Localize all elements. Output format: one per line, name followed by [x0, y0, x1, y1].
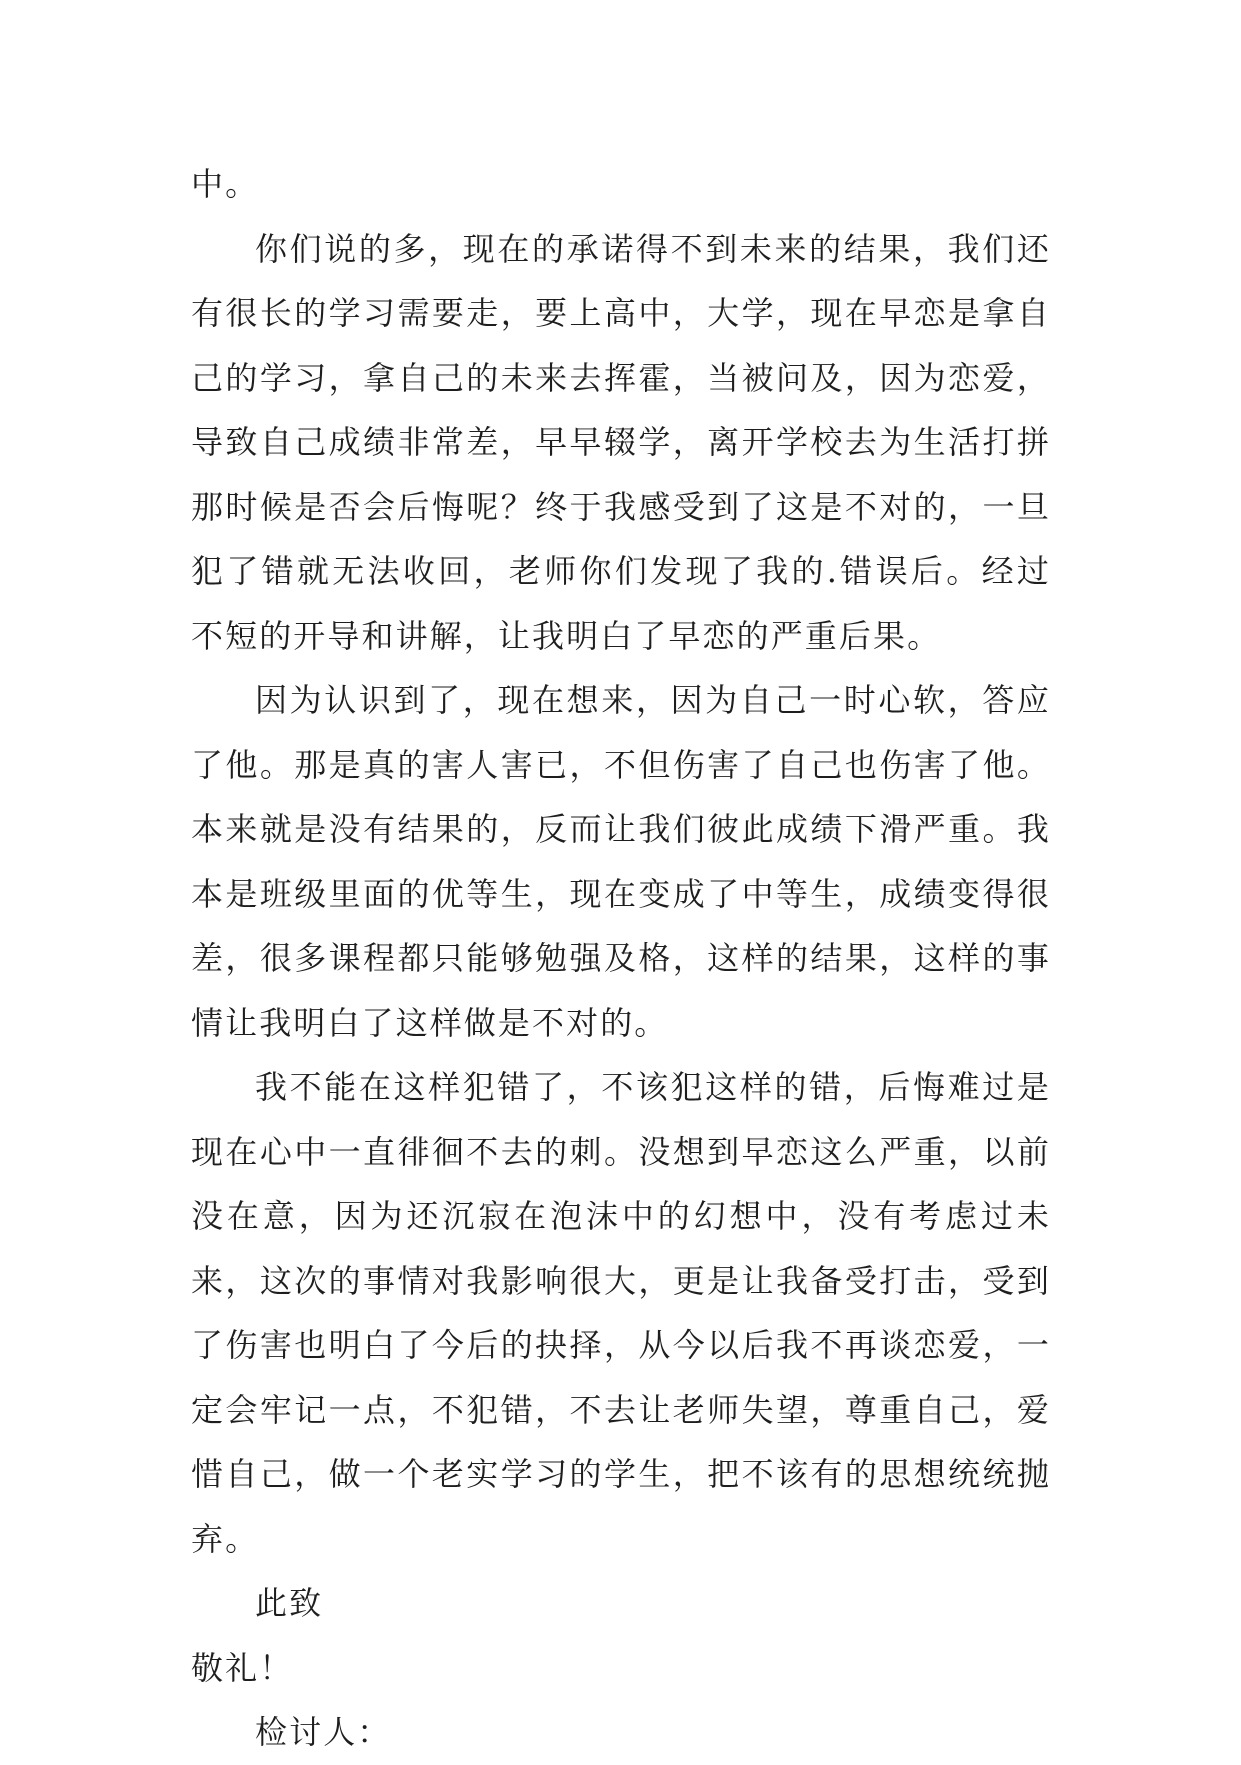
signature-label: 检讨人：: [255, 1713, 392, 1751]
closing-respect: 敬礼！: [191, 1648, 294, 1687]
closing-salutation: 此致: [255, 1584, 324, 1622]
paragraph-continuation: 中。: [191, 165, 260, 203]
paragraph-realization: 因为认识到了，现在想来，因为自己一时心软，答应了他。那是真的害人害已，不但伤害了自己也伤害了他。本来就是没有结果的，反而让我们彼此成绩下滑严重。我本是班级里面的优等生，现在变成了中等生，成绩变得很差，很多课程都只能够勉强及格，这样的结果，这样的事情让我明白了这样做是不对的。: [191, 681, 1051, 1042]
paragraph-resolution: 我不能在这样犯错了，不该犯这样的错，后悔难过是现在心中一直徘徊不去的刺。没想到早恋这么严重，以前没在意，因为还沉寂在泡沫中的幻想中，没有考虑过未来，这次的事情对我影响很大，更是让我备受打击，受到了伤害也明白了今后的抉择，从今以后我不再谈恋爱，一定会牢记一点，不犯错，不去让老师失望，尊重自己，爱惜自己，做一个老实学习的学生，把不该有的思想统统抛弃。: [191, 1068, 1051, 1558]
paragraph-promise: 你们说的多，现在的承诺得不到未来的结果，我们还有很长的学习需要走，要上高中，大学，现在早恋是拿自己的学习，拿自己的未来去挥霍，当被问及，因为恋爱，导致自己成绩非常差，早早辍学，离开学校去为生活打拼那时候是否会后悔呢？终于我感受到了这是不对的，一旦犯了错就无法收回，老师你们发现了我的.错误后。经过不短的开导和讲解，让我明白了早恋的严重后果。: [191, 229, 1051, 655]
letter-body: [191, 152, 1051, 1765]
